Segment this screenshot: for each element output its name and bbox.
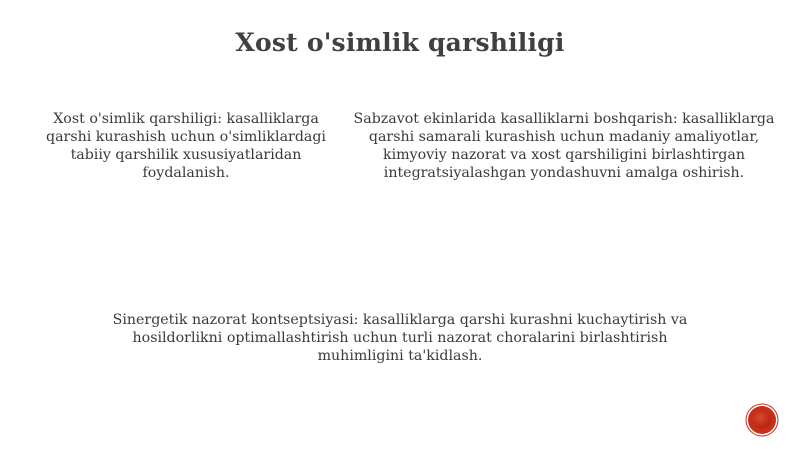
text-block-host-resistance: Xost o'simlik qarshiligi: kasalliklarga qarshi kurashish uchun o'simliklardagi tabiiy qarshilik xususiyatlaridan foydalanish. [46,111,326,181]
text-block-synergetic-control: Sinergetik nazorat kontseptsiyasi: kasalliklarga qarshi kurashni kuchaytirish va hosildorlikni optimallashtirish uchun turli nazorat choralarini birlashtirish muhimligini ta'kidlash. [112,312,688,364]
circle-nav-icon[interactable] [748,406,776,434]
text-block-disease-management: Sabzavot ekinlarida kasalliklarni boshqarish: kasalliklarga qarshi samarali kurashish uchun madaniy amaliyotlar, kimyoviy nazorat va xost qarshiligini birlashtirgan integratsiyalashgan yondashuvni amalga oshirish. [353,111,775,181]
slide-title: Xost o'simlik qarshiligi [235,28,565,57]
